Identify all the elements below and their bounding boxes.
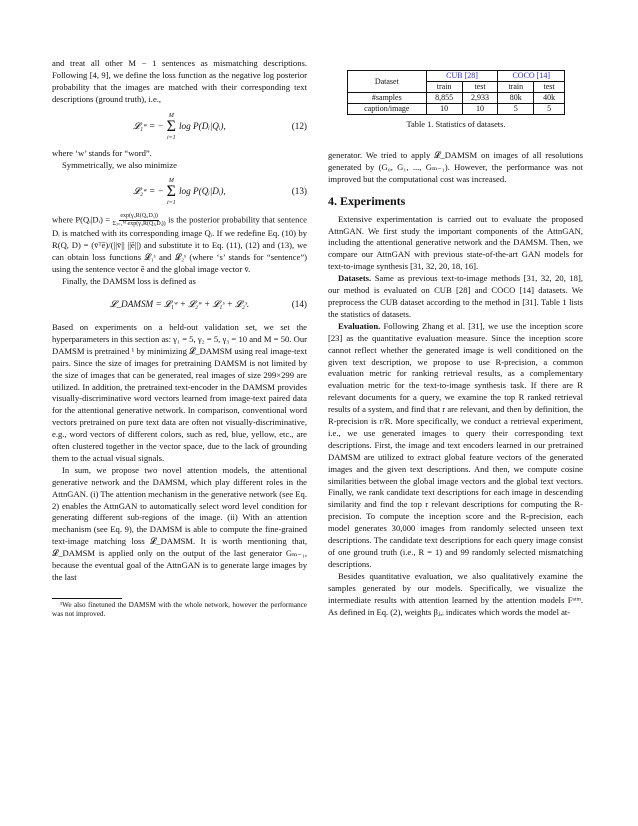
eq14-body: 𝓛_DAMSM = 𝓛₁ʷ + 𝓛₂ʷ + 𝓛₁ˢ + 𝓛₂ˢ. <box>109 299 250 310</box>
table-cell: 5 <box>534 104 565 115</box>
table-corner: Dataset <box>348 71 427 93</box>
paragraph-symmetric: Symmetrically, we also minimize <box>62 159 177 170</box>
paragraph-damsm-def: Finally, the DAMSM loss is defined as <box>62 276 196 287</box>
eq12-rhs: log P(Dᵢ|Qᵢ), <box>178 120 226 131</box>
eq13-number: (13) <box>291 186 307 197</box>
table-subheader: test <box>462 82 498 93</box>
paragraph-datasets: Datasets. Same as previous text-to-image methods [31, 32, 20, 18], our method is evaluated on CUB [28] and COCO [14] datasets. We preprocess the CUB dataset according to the method in [31]. Table 1 lists the statistics of datasets. <box>328 273 583 319</box>
table-group-cub: CUB [28] <box>426 71 498 82</box>
equation-12 <box>52 112 307 142</box>
table-datasets <box>347 70 565 129</box>
table-caption: Table 1. Statistics of datasets. <box>406 120 506 129</box>
equation-14 <box>52 294 307 316</box>
table-group-coco: COCO [14] <box>498 71 565 82</box>
table-subheader: train <box>498 82 534 93</box>
table-cell: 2,933 <box>462 93 498 104</box>
paragraph-evaluation: Evaluation. Following Zhang et al. [31], we use the inception score [23] as the quantitative evaluation measure. Since the inception score cannot reflect whether the generated image is well conditioned on the given text description, we propose to use R-precision, a common evaluation metric for ranking retrieval results, as a complementary evaluation metric for the text-to-image synthesis task. If there are R relevant documents for a query, we examine the top R ranked retrieval results of a system, and find that r are relevant, and then by definition, the R-precision is r/R. More specifically, we conduct a retrieval experiment, i.e., we use generated images to query their corresponding text descriptions. First, the image and text encoders learned in our pretrained DAMSM are utilized to extract global feature vectors of the generated images and the given text descriptions. And then, we compute cosine similarities between the global image vectors and the global text vectors. Finally, we rank candidate text descriptions for each image in descending similarity and find the top r relevant descriptions for computing the R-precision. To compute the inception score and the R-precision, each model generates 30,000 images from randomly selected unseen text descriptions. The candidate text descriptions for each query image consist of one ground truth (i.e., R = 1) and 99 randomly selected mismatching descriptions. <box>328 320 583 569</box>
equation-13 <box>52 177 307 207</box>
paragraph-intro: and treat all other M − 1 sentences as mismatching descriptions. Following [4, 9], we define the loss function as the negative log posterior probability that the images are matched with their corresponding text descriptions (ground truth), i.e., <box>52 58 307 104</box>
runin-datasets: Datasets. <box>338 273 372 284</box>
table-subheader: train <box>426 82 462 93</box>
left-column <box>52 58 307 619</box>
eq13-sum: M Σ i=1 <box>166 178 176 207</box>
eq13-lhs: 𝓛₂ʷ = − <box>133 186 164 197</box>
footnote-rule <box>52 598 122 599</box>
eq12-number: (12) <box>291 120 307 131</box>
table-row-label: caption/image <box>348 104 427 115</box>
table-row-label: #samples <box>348 93 427 104</box>
paragraph-qualitative: Besides quantitative evaluation, we also qualitatively examine the samples generated by our models. Specifically, we visualize the intermediate results with attention learned by the attention models Fᵃᵗᵗⁿ. As defined in Eq. (2), weights βⱼ,ᵢ indicates which words the model at- <box>328 570 583 617</box>
paragraph-posterior: where P(Qᵢ|Dᵢ) = $\frac{\text{exp(γ₃R(Qᵢ,Dᵢ))}}{\text{Σⱼ₌₁ᴹ exp(γ₃R(Qⱼ,Dᵢ))}}$ is the posterior probability that sentence Dᵢ is matched with its corresponding image Qᵢ. If we redefine Eq. (10) by R(Q, D) = (v̄ᵀē)/(||v̄|| ||ē||) and substitute it to Eq. (11), (12) and (13), we can obtain loss functions 𝓛₁ˢ and 𝓛₂ˢ (where ‘s’ stands for “sentence”) using the sentence vector ē and the global image vector v̄. <box>52 213 307 275</box>
right-column <box>328 150 583 618</box>
runin-evaluation: Evaluation. <box>338 320 381 331</box>
table-cell: 10 <box>462 104 498 115</box>
paragraph-generator: generator. We tried to apply 𝓛_DAMSM on images of all resolutions generated by (G₀, G₁, ..., Gₘ₋₁). However, the performance was not improved but the computational cost was increased. <box>328 150 583 184</box>
eq14-number: (14) <box>291 299 307 310</box>
table-row <box>348 93 565 104</box>
table-cell: 10 <box>426 104 462 115</box>
datasets-table <box>347 70 565 115</box>
eq13-rhs: log P(Qᵢ|Dᵢ), <box>178 186 226 197</box>
section-heading: 4. Experiments <box>328 193 406 208</box>
eq12-lhs: 𝓛₁ʷ = − <box>133 120 164 131</box>
table-cell: 40k <box>534 93 565 104</box>
posterior-fraction: $\frac{\text{exp(γ₃R(Qᵢ,Dᵢ))}}{\text{Σⱼ₌₁ᴹ exp(γ₃R(Qⱼ,Dᵢ))}}$ <box>112 213 166 228</box>
paragraph-hyperparams: Based on experiments on a held-out validation set, we set the hyperparameters in this section as: γ₁ = 5, γ₂ = 5, γ₃ = 10 and M = 50. Our DAMSM is pretrained ¹ by minimizing 𝓛_DAMSM using real image-text pairs. Since the size of images for pretraining DAMSM is not limited by the size of images that can be generated, real images of size 299×299 are utilized. In addition, the pretrained text-encoder in the DAMSM provides visually-discriminative word vectors learned from image-text paired data for the attentional generative network. In comparison, conventional word vectors pretrained on pure text data are often not visually-discriminative, e.g., word vectors of different colors, such as red, blue, yellow, etc., are often clustered together in the vector space, due to the lack of grounding them to the actual visual signals. <box>52 321 307 463</box>
table-cell: 8,855 <box>426 93 462 104</box>
table-row <box>348 104 565 115</box>
paragraph-word-def: where ‘w’ stands for “word”. <box>52 147 152 158</box>
table-cell: 80k <box>498 93 534 104</box>
footnote: ¹We also finetuned the DAMSM with the whole network, however the performance was not improved. <box>52 600 307 618</box>
paragraph-summary: In sum, we propose two novel attention models, the attentional generative network and the DAMSM, which play different roles in the AttnGAN. (i) The attention mechanism in the generative network (see Eq. 2) enables the AttnGAN to automatically select word level condition for generating different sub-regions of the image. (ii) With an attention mechanism (see Eq. 9), the DAMSM is able to compute the fine-grained text-image matching loss 𝓛_DAMSM. It is worth mentioning that, 𝓛_DAMSM is applied only on the output of the last generator Gₘ₋₁, because the eventual goal of the AttnGAN is to generate large images by the last <box>52 464 307 582</box>
paragraph-experiments: Extensive experimentation is carried out to evaluate the proposed AttnGAN. We first study the important components of the AttnGAN, including the attentional generative network and the DAMSM. Then, we compare our AttnGAN with previous state-of-the-art GAN models for text-to-image synthesis [31, 32, 20, 18, 16]. <box>328 213 583 272</box>
eq12-sum: M Σ i=1 <box>166 112 176 141</box>
table-subheader: test <box>534 82 565 93</box>
table-cell: 5 <box>498 104 534 115</box>
